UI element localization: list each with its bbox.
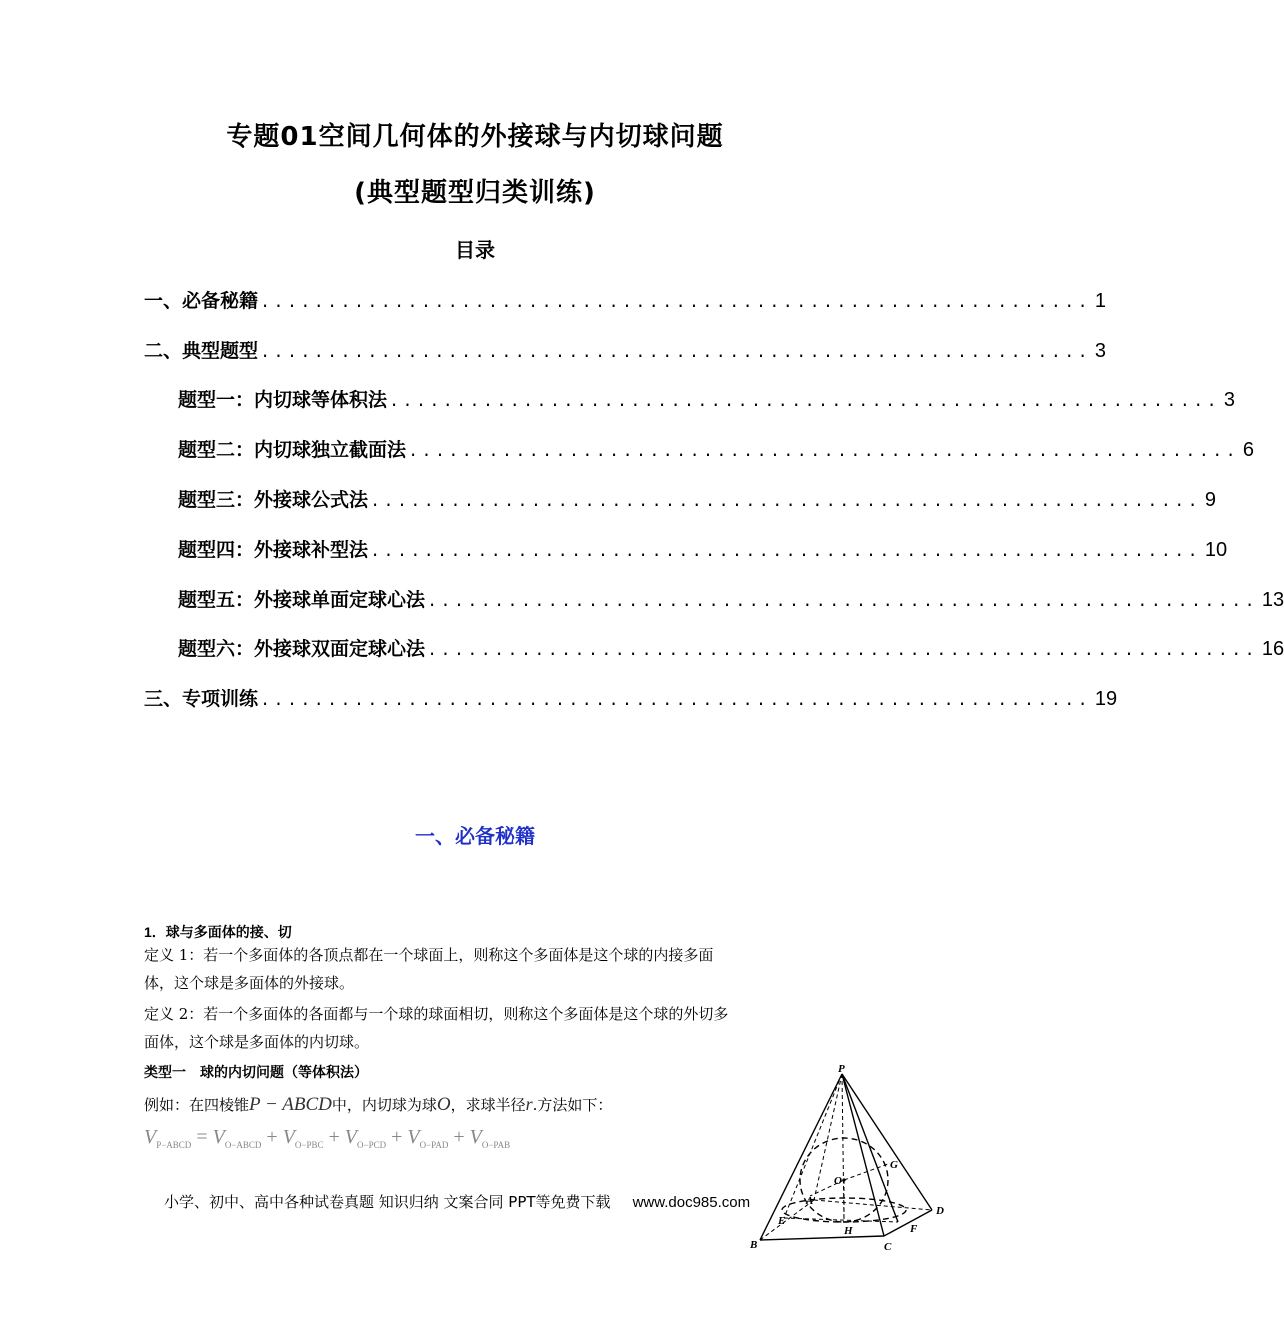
section-title: 一、必备秘籍	[415, 824, 535, 848]
toc-leader-dots: ..............................................................	[427, 593, 1258, 612]
toc-entry-label: 三、专项训练	[144, 688, 259, 710]
toc-entry-type-3[interactable]	[178, 485, 1217, 515]
definition-1-line-2: 体，这个球是多面体的外接球。	[144, 974, 355, 992]
subsection-heading: 1．球与多面体的接、切	[144, 924, 292, 940]
definition-2-line-1: 定义 2：若一个多面体的各面都与一个球的球面相切，则称这个多面体是这个球的外切多	[144, 1005, 729, 1023]
toc-entry-type-1[interactable]	[178, 385, 1236, 415]
label-O: O	[834, 1175, 842, 1187]
formula-term: V	[469, 1126, 482, 1148]
formula-term: V	[282, 1126, 295, 1148]
formula-term-sub: O−PBC	[294, 1140, 324, 1150]
toc-entry-label: 题型一：内切球等体积法	[178, 389, 388, 411]
type-heading: 类型一 球的内切问题（等体积法）	[144, 1064, 368, 1080]
formula-term: V	[212, 1126, 225, 1148]
toc-entry-page: 10	[1204, 539, 1228, 561]
definition-2-line-2: 面体，这个球是多面体的内切球。	[144, 1033, 370, 1051]
toc-entry-label: 题型四：外接球补型法	[178, 539, 369, 561]
example-text: .方法如下：	[532, 1096, 613, 1114]
sphere-center-symbol: O	[436, 1094, 451, 1115]
toc-entry-type-2[interactable]	[178, 435, 1255, 465]
toc-leader-dots: ..............................................................	[370, 493, 1201, 512]
formula-lhs: V	[144, 1126, 157, 1148]
formula-term-sub: O−PCD	[357, 1140, 387, 1150]
radius-symbol: r	[525, 1094, 533, 1114]
label-H: H	[844, 1225, 853, 1237]
toc-entry-label: 题型六：外接球双面定球心法	[178, 638, 426, 660]
formula-term: V	[344, 1126, 357, 1148]
toc-entry-page: 3	[1223, 389, 1236, 411]
plus-sign: +	[391, 1126, 403, 1148]
example-text: 例如：在四棱锥	[144, 1096, 250, 1114]
formula-term: V	[407, 1126, 420, 1148]
formula-term-sub: O−PAD	[419, 1140, 449, 1150]
formula-term-sub: O−PAB	[481, 1140, 511, 1150]
example-text: 中，内切球为球	[331, 1096, 437, 1114]
label-E: E	[778, 1215, 786, 1227]
toc-entry-label: 题型二：内切球独立截面法	[178, 439, 407, 461]
toc-entry-label: 题型五：外接球单面定球心法	[178, 589, 426, 611]
toc-entry-page: 13	[1261, 589, 1284, 611]
toc-entry-type-4[interactable]	[178, 535, 1228, 565]
toc-entry-section-2[interactable]	[144, 336, 1107, 366]
toc-leader-dots: ..............................................................	[427, 642, 1258, 661]
document-title: 专题01空间几何体的外接球与内切球问题	[226, 122, 724, 152]
toc-entry-type-5[interactable]	[178, 585, 1284, 615]
plus-sign: +	[328, 1126, 340, 1148]
toc-entry-section-3[interactable]	[144, 684, 1118, 714]
plus-sign: +	[266, 1126, 278, 1148]
label-F: F	[910, 1223, 918, 1235]
toc-leader-dots: ..............................................................	[260, 294, 1091, 313]
toc-entry-label: 题型三：外接球公式法	[178, 489, 369, 511]
toc-entry-page: 16	[1261, 638, 1284, 660]
footer-text: 小学、初中、高中各种试卷真题 知识归纳 文案合同 PPT等免费下载	[164, 1193, 611, 1211]
page-footer	[164, 1191, 750, 1212]
label-C: C	[884, 1241, 892, 1253]
pyramid-inscribed-sphere-figure	[748, 1060, 950, 1260]
equals-sign: =	[196, 1126, 208, 1148]
pyramid-name: P − ABCD	[249, 1094, 332, 1115]
label-P: P	[838, 1063, 845, 1075]
example-text: ，求球半径	[450, 1096, 526, 1114]
footer-url[interactable]: www.doc985.com	[632, 1194, 751, 1211]
toc-entry-section-1[interactable]	[144, 286, 1107, 316]
toc-leader-dots: ..............................................................	[260, 344, 1091, 363]
formula-lhs-sub: P−ABCD	[156, 1140, 192, 1150]
toc-entry-page: 6	[1242, 439, 1255, 461]
label-D: D	[936, 1205, 944, 1217]
toc-leader-dots: ..............................................................	[408, 443, 1239, 462]
plus-sign: +	[453, 1126, 465, 1148]
pyramid-diagram	[748, 1060, 950, 1260]
label-B: B	[750, 1239, 758, 1251]
toc-leader-dots: ..............................................................	[260, 692, 1091, 711]
toc-entry-page: 3	[1094, 340, 1107, 362]
toc-entry-page: 9	[1204, 489, 1217, 511]
label-G: G	[890, 1159, 898, 1171]
formula-term-sub: O−ABCD	[224, 1140, 262, 1150]
toc-leader-dots: ..............................................................	[370, 543, 1201, 562]
toc-entry-page: 1	[1094, 290, 1107, 312]
definition-1-line-1: 定义 1：若一个多面体的各顶点都在一个球面上，则称这个多面体是这个球的内接多面	[144, 946, 714, 964]
toc-entry-label: 二、典型题型	[144, 340, 259, 362]
label-A: A	[806, 1195, 814, 1207]
example-line	[144, 1094, 612, 1116]
toc-leader-dots: ..............................................................	[389, 393, 1220, 412]
toc-entry-label: 一、必备秘籍	[144, 290, 259, 312]
toc-entry-type-6[interactable]	[178, 634, 1284, 664]
volume-formula	[144, 1126, 510, 1150]
document-subtitle: (典型题型归类训练)	[354, 178, 596, 208]
toc-entry-page: 19	[1094, 688, 1118, 710]
toc-heading: 目录	[455, 238, 495, 262]
